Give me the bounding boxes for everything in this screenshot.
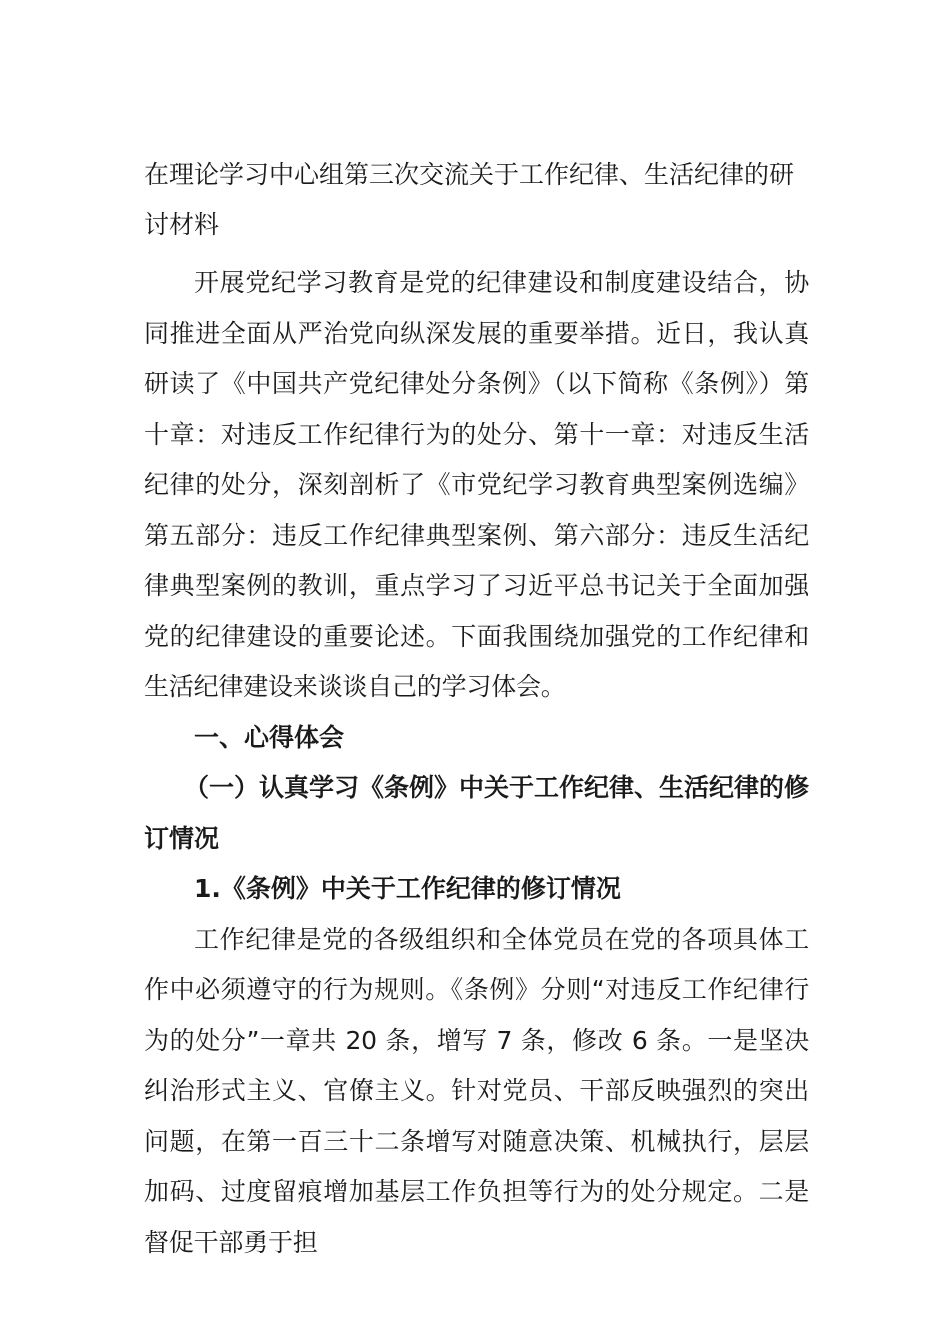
intro-paragraph: 开展党纪学习教育是党的纪律建设和制度建设结合，协同推进全面从严治党向纵深发展的重要举措。近日，我认真研读了《中国共产党纪律处分条例》（以下简称《条例》）第十章：对违反工作纪律行为的处分、第十一章：对违反生活纪律的处分，深刻剖析了《市党纪学习教育典型案例选编》第五部分：违反工作纪律典型案例、第六部分：违反生活纪律典型案例的教训，重点学习了习近平总书记关于全面加强党的纪律建设的重要论述。下面我围绕加强党的工作纪律和生活纪律建设来谈谈自己的学习体会。: [144, 268, 809, 701]
item-heading: 1.《条例》中关于工作纪律的修订情况: [194, 874, 621, 903]
subsection-heading: （一）认真学习《条例》中关于工作纪律、生活纪律的修订情况: [144, 773, 810, 853]
document-title: 在理论学习中心组第三次交流关于工作纪律、生活纪律的研讨材料: [144, 160, 795, 239]
document-body: [144, 150, 809, 1268]
body-paragraph: 工作纪律是党的各级组织和全体党员在党的各项具体工作中必须遵守的行为规则。《条例》分则“对违反工作纪律行为的处分”一章共 20 条，增写 7 条，修改 6 条。一是坚决纠治形式主义、官僚主义。针对党员、干部反映强烈的突出问题，在第一百三十二条增写对随意决策、机械执行，层层加码、过度留痕增加基层工作负担等行为的处分规定。二是督促干部勇于担: [144, 924, 809, 1257]
section-heading: 一、心得体会: [194, 722, 345, 752]
